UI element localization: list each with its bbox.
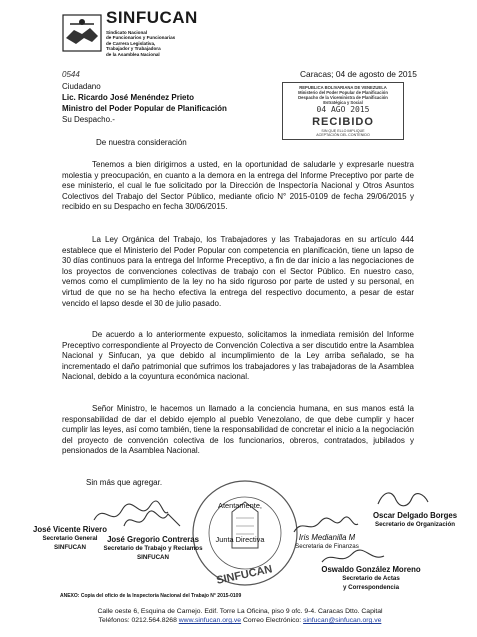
stamp-header bbox=[287, 85, 399, 105]
addressee-name: Lic. Ricardo José Menéndez Prieto bbox=[62, 93, 195, 102]
closing-line: Sin más que agregar. bbox=[86, 478, 163, 487]
signature-contreras-icon bbox=[120, 508, 190, 534]
signatory-role: Secretaria de Finanzas bbox=[295, 542, 359, 550]
sinfucan-logo bbox=[62, 14, 102, 52]
board-label: Junta Directiva bbox=[215, 535, 265, 544]
letterhead-subtitle-line: Sindicato Nacional bbox=[106, 30, 148, 35]
stamp-date: 04 AGO 2015 bbox=[316, 105, 370, 114]
stamp-received: RECIBIDO bbox=[312, 116, 374, 128]
body-paragraph: La Ley Orgánica del Trabajo, los Trabajadores y las Trabajadoras en su artículo 444 establece que el Ministerio del Poder Popular con competencia en planificación, tiene un lapso de 30 días continuos para la entrega del Informe Preceptivo, a fin de dar inicio a las negociaciones de los proyectos de convenciones colectivas de trabajo con el Sector Público. En nuestro caso, vemos como el cumplimiento de la ley no ha sido riguroso por parte de usted y su personal, en virtud de que no se ha hecho efectiva la entrega del respectivo documento, a pesar de estar vencido el lapso desde el 30 de julio pasado. bbox=[62, 235, 414, 308]
signatory-org: SINFUCAN bbox=[54, 543, 86, 551]
stamp-footer-line: SIN QUE ELLO IMPLIQUE bbox=[321, 129, 365, 133]
stamp-line: Despacho de la Viceministra de Planificación bbox=[298, 95, 388, 100]
letterhead-brand: SINFUCAN bbox=[106, 8, 198, 27]
svg-text:SINFUCAN: SINFUCAN bbox=[215, 563, 274, 587]
letterhead-subtitle-line: de Carrera Legislativa, bbox=[106, 40, 156, 46]
signatory-role: Secretario de Organización bbox=[374, 520, 456, 528]
stamp-line: Ministerio del Poder Popular de Planificación bbox=[298, 90, 388, 95]
addressee-title: Ministro del Poder Popular de Planificación bbox=[62, 104, 227, 113]
signatory-role-2: y Correspondencia bbox=[342, 583, 400, 591]
seal-icon bbox=[190, 478, 300, 588]
signatory-role: Secretario de Actas bbox=[342, 574, 400, 582]
handshake-logo-icon bbox=[62, 14, 102, 52]
signature-block-finance bbox=[282, 534, 372, 552]
signatory-name: Oswaldo González Moreno bbox=[321, 565, 421, 574]
signature-block-work bbox=[98, 536, 208, 562]
signature-block-acts bbox=[316, 566, 426, 592]
atentamente-label: Atentamente, bbox=[218, 501, 262, 510]
signatory-role: Secretario General bbox=[42, 534, 98, 542]
footer-contact bbox=[60, 617, 420, 626]
received-stamp bbox=[282, 82, 404, 140]
signatory-name: Iris Medianilla M bbox=[298, 533, 356, 542]
union-seal bbox=[190, 478, 300, 588]
footer-email-link[interactable]: sinfucan@sinfucan.org.ve bbox=[303, 617, 382, 624]
letterhead-subtitle bbox=[106, 30, 216, 57]
stamp-footer bbox=[287, 129, 399, 137]
body-paragraph: Señor Ministro, le hacemos un llamado a la conciencia humana, en sus manos está la responsabilidad de dar el debido ejemplo al pueblo Venezolano, de que debe cumplir y hacer cumplir las leyes, así como también, tiene la responsabilidad de concretar el inicio a la negociación del proyecto de convención colectiva de los funcionarios, obreros, contratados, jubilados y pensionados de la Asamblea Nacional. bbox=[62, 404, 414, 456]
body-paragraph: Tenemos a bien dirigirnos a usted, en la oportunidad de saludarle y expresarle nuestra molestia y preocupación, en cuanto a la demora en la entrega del Informe Preceptivo por parte de ese ministerio, el cual le fue solicitado por la Dirección de Inspectoría Nacional y Otros Asuntos Colectivos del Trabajo del Sector Público, mediante oficio N° 2015-0109 de fecha 29/06/2015 y recibido en su Despacho en fecha 30/06/2015. bbox=[62, 160, 414, 212]
letterhead-subtitle-line: de Funcionarios y Funcionarias bbox=[106, 35, 176, 41]
letterhead-subtitle-line: Trabajador y Trabajadora bbox=[106, 46, 161, 52]
footer-website-link[interactable]: www.sinfucan.org.ve bbox=[178, 617, 242, 624]
letter-date: Caracas; 04 de agosto de 2015 bbox=[300, 69, 417, 79]
signature-block-organization bbox=[360, 512, 470, 530]
letterhead-subtitle-line: de la Asamblea Nacional bbox=[106, 51, 160, 57]
addressee-salutation: Ciudadano bbox=[62, 82, 101, 91]
footer-address: Calle oeste 6, Esquina de Carnejo. Edif. Torre La Oficina, piso 9 ofc. 9-4. Caracas Dtto. Capital bbox=[97, 608, 383, 615]
addressee-office: Su Despacho.- bbox=[62, 115, 115, 124]
stamp-line: REPUBLICA BOLIVARIANA DE VENEZUELA bbox=[299, 85, 387, 90]
folio-number: 0544 bbox=[62, 70, 80, 79]
stamp-footer-line: ACEPTACIÓN DEL CONTENIDO bbox=[316, 133, 370, 137]
signatory-name: José Vicente Rivero bbox=[33, 525, 107, 534]
signatory-role: Secretario de Trabajo y Reclamos bbox=[103, 544, 203, 552]
annex-note: ANEXO: Copia del oficio de la Inspectoría Nacional del Trabajo N° 2015-0109 bbox=[60, 593, 242, 599]
signature-delgado-icon bbox=[372, 486, 432, 512]
signatory-name: José Gregorio Contreras bbox=[107, 535, 199, 544]
signatory-org: SINFUCAN bbox=[137, 553, 169, 561]
stamp-line: Estratégica y Social bbox=[323, 100, 363, 105]
greeting: De nuestra consideración bbox=[96, 138, 187, 147]
body-paragraph: De acuerdo a lo anteriormente expuesto, solicitamos la inmediata remisión del Informe Preceptivo correspondiente al Proyecto de Convención Colectiva a ser discutido entre la Asamblea Nacional y Sinfucan, ya que debido al incumplimiento de la Ley arriba señalado, se ha incrementado el daño patrimonial que sufrimos los trabajadores y las trabajadoras de la Asamblea Nacional, debido a la coyuntura económica nacional. bbox=[62, 330, 414, 382]
signatory-name: Oscar Delgado Borges bbox=[372, 511, 458, 520]
footer-phones: Teléfonos: 0212.564.8268 bbox=[98, 617, 177, 624]
footer-email-label: Correo Electrónico: bbox=[242, 617, 302, 624]
